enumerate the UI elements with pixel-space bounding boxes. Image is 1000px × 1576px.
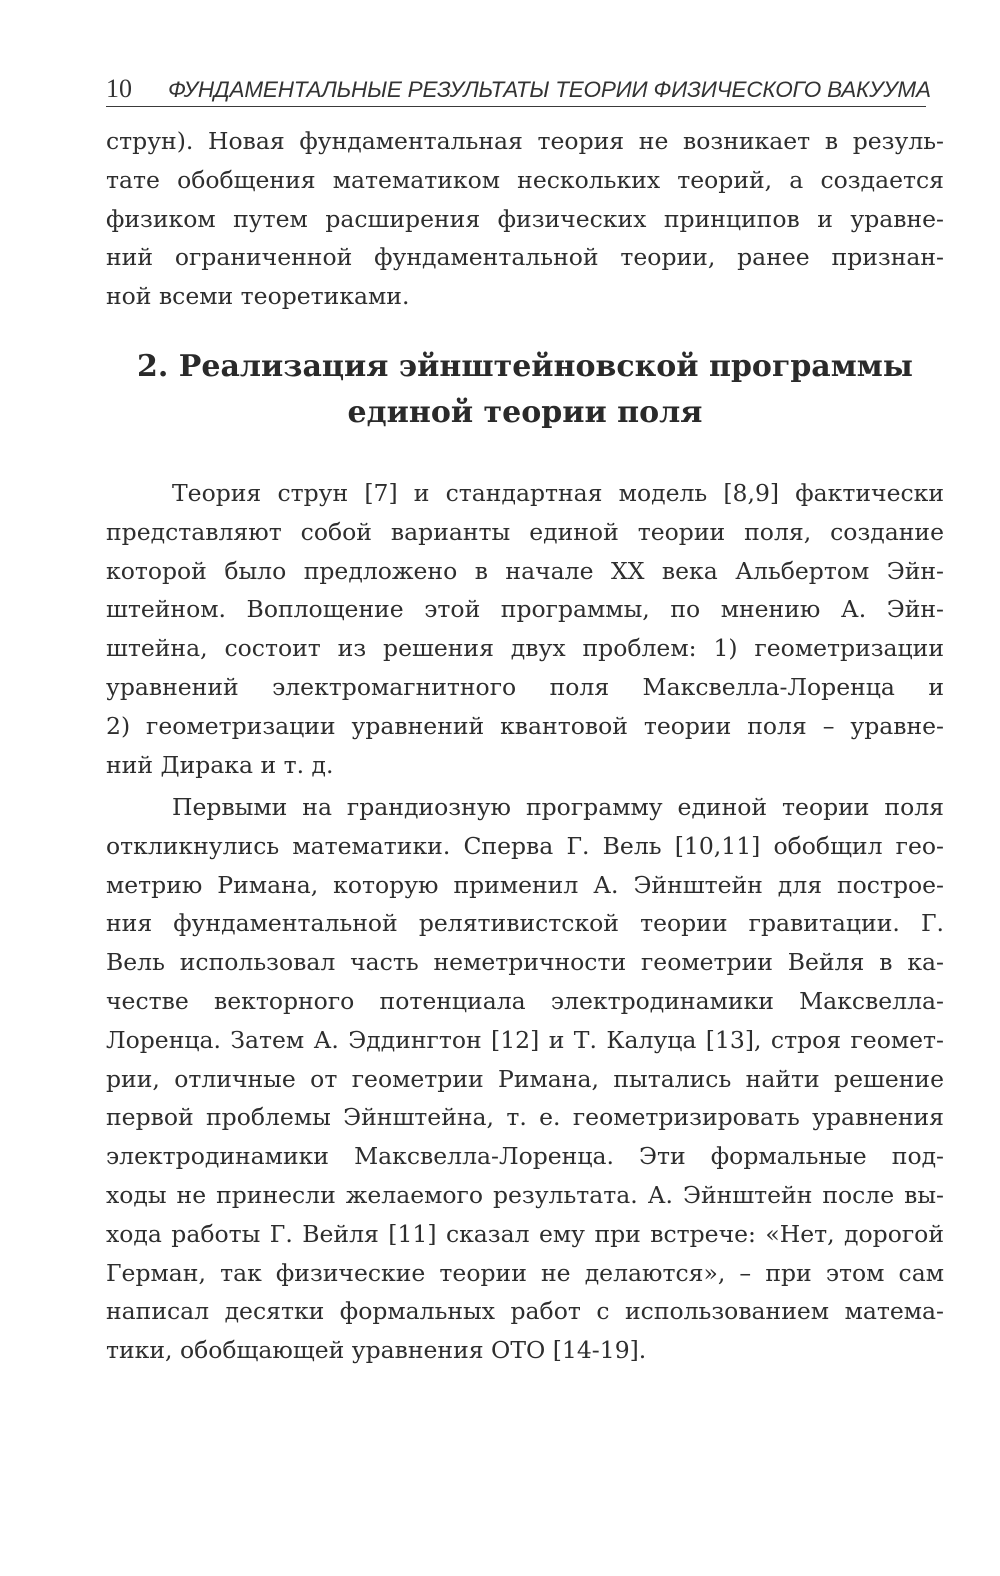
text-line: физиком путем расширения физических принципов и уравне- (106, 204, 944, 233)
intro-paragraph (106, 122, 944, 316)
text-line: тате обобщения математиком нескольких теорий, а создается (106, 165, 944, 194)
text-line: Первыми на грандиозную программу единой теории поля (172, 793, 944, 821)
text-line: ходы не принесли желаемого результата. А. Эйнштейн после вы- (106, 1180, 944, 1209)
paragraph-2 (106, 788, 944, 1370)
text-line: которой было предложено в начале XX века Альбертом Эйн- (106, 556, 944, 585)
text-line: представляют собой варианты единой теории поля, создание (106, 517, 944, 546)
text-line: ния фундаментальной релятивистской теории гравитации. Г. (106, 909, 944, 938)
text-line: Теория струн [7] и стандартная модель [8,9] фактически (172, 479, 944, 507)
section-heading-line: единой теории поля (347, 395, 703, 430)
text-line: первой проблемы Эйнштейна, т. е. геометризировать уравнения (106, 1103, 944, 1132)
section-heading (106, 344, 944, 436)
text-line: струн). Новая фундаментальная теория не возникает в резуль- (106, 127, 944, 155)
paragraph-1 (106, 474, 944, 784)
page-number: 10 (106, 74, 132, 103)
section-heading-line: 2. Реализация эйнштейновской программы (137, 349, 913, 384)
text-line: тики, обобщающей уравнения ОТО [14-19]. (106, 1336, 647, 1365)
text-line: написал десятки формальных работ с использованием матема- (106, 1297, 944, 1326)
text-line: рии, отличные от геометрии Римана, пытались найти решение (106, 1064, 944, 1093)
text-line: штейном. Воплощение этой программы, по мнению А. Эйн- (106, 595, 944, 624)
text-line: Вель использовал часть неметричности геометрии Вейля в ка- (106, 948, 944, 977)
text-line: метрию Римана, которую применил А. Эйнштейн для построе- (106, 870, 944, 899)
text-line: Лоренца. Затем А. Эддингтон [12] и Т. Калуца [13], строя геомет- (106, 1025, 944, 1054)
text-line: честве векторного потенциала электродинамики Максвелла- (106, 986, 944, 1015)
text-line: ний Дирака и т. д. (106, 750, 334, 779)
running-title: ФУНДАМЕНТАЛЬНЫЕ РЕЗУЛЬТАТЫ ТЕОРИИ ФИЗИЧЕСКОГО ВАКУУМА (168, 77, 931, 102)
text-line: штейна, состоит из решения двух проблем: 1) геометризации (106, 634, 944, 663)
text-line: Герман, так физические теории не делаются», – при этом сам (106, 1258, 944, 1287)
text-line: ний ограниченной фундаментальной теории, ранее признан- (106, 243, 944, 272)
text-line: ной всеми теоретиками. (106, 282, 410, 311)
text-line: уравнений электромагнитного поля Максвелла-Лоренца и (106, 672, 944, 701)
text-line: хода работы Г. Вейля [11] сказал ему при встрече: «Нет, дорогой (106, 1219, 944, 1248)
text-line: электродинамики Максвелла-Лоренца. Эти формальные под- (106, 1142, 944, 1171)
text-line: 2) геометризации уравнений квантовой теории поля – уравне- (106, 711, 944, 740)
text-line: откликнулись математики. Сперва Г. Вель [10,11] обобщил гео- (106, 831, 944, 860)
running-header (106, 66, 931, 107)
